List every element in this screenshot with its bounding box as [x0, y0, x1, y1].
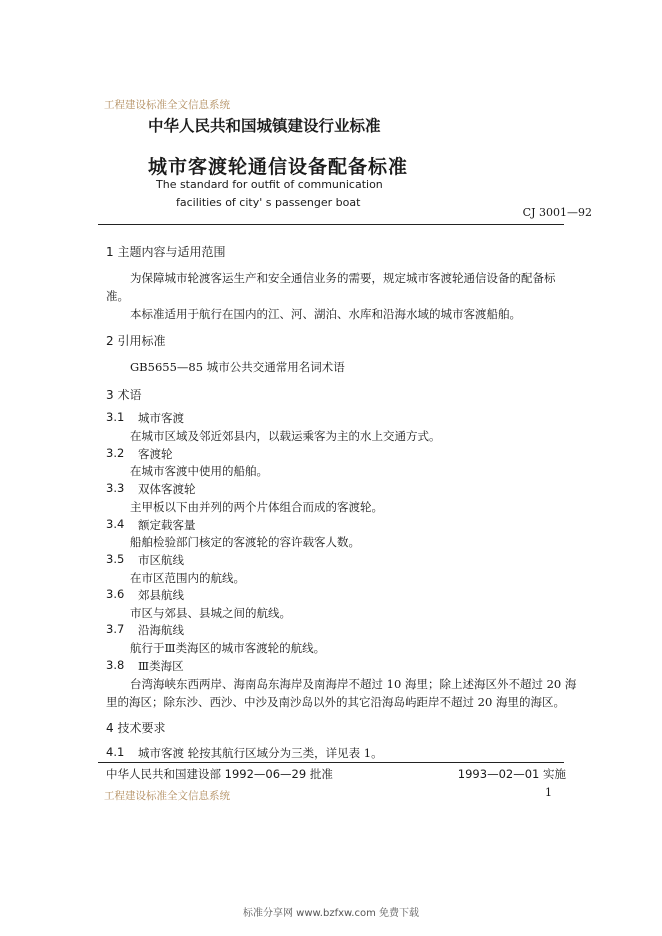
english-title-line1: The standard for outfit of communication: [156, 178, 383, 191]
page-number: 1: [545, 786, 552, 799]
section-2-heading: 2 引用标准: [106, 334, 166, 348]
term-number: 3.4: [106, 517, 125, 531]
section-1-paragraph-2: 本标准适用于航行在国内的江、河、湖泊、水库和沿海水域的城市客渡船舶。: [130, 307, 521, 321]
clause-number: 4.1: [106, 745, 125, 759]
term-definition: 在城市区域及邻近郊县内，以载运乘客为主的水上交通方式。: [130, 429, 441, 443]
term-name: 沿海航线: [138, 623, 184, 637]
approval-line: 中华人民共和国建设部 1992—06—29 批准: [106, 767, 333, 781]
term-definition: 在城市客渡中使用的船舶。: [130, 464, 268, 478]
term-name: 市区航线: [138, 553, 184, 567]
effective-date: 1993—02—01 实施: [457, 767, 566, 781]
term-name: 额定载客量: [138, 518, 196, 532]
term-definition: 在市区范围内的航线。: [130, 571, 245, 585]
section-4-heading: 4 技术要求: [106, 721, 166, 735]
standard-org: 中华人民共和国城镇建设行业标准: [148, 117, 381, 135]
section-3-heading: 3 术语: [106, 388, 142, 402]
term-definition-line1: 台湾海峡东西两岸、海南岛东海岸及南海岸不超过 10 海里；除上述海区外不超过 20 海: [130, 677, 577, 691]
term-definition-line2: 里的海区；除东沙、西沙、中沙及南沙岛以外的其它沿海岛屿距岸不超过 20 海里的海区。: [106, 695, 565, 709]
term-name: 双体客渡轮: [138, 482, 196, 496]
term-definition: 主甲板以下由并列的两个片体组合而成的客渡轮。: [130, 500, 383, 514]
term-name: 城市客渡: [138, 411, 184, 425]
watermark-top: 工程建设标准全文信息系统: [104, 99, 230, 111]
section-1-paragraph-1: 为保障城市轮渡客运生产和安全通信业务的需要，规定城市客渡轮通信设备的配备标准。: [106, 271, 556, 303]
term-definition: 航行于Ⅲ类海区的城市客渡轮的航线。: [130, 641, 326, 655]
term-definition: 船舶检验部门核定的客渡轮的容许载客人数。: [130, 535, 360, 549]
term-name: Ⅲ类海区: [138, 659, 184, 673]
term-number: 3.3: [106, 481, 125, 495]
standard-code: CJ 3001—92: [522, 206, 592, 219]
download-site-link[interactable]: 标准分享网 www.bzfxw.com 免费下载: [243, 908, 419, 919]
term-number: 3.8: [106, 658, 125, 672]
clause-text: 城市客渡 轮按其航行区域分为三类，详见表 1。: [138, 746, 383, 760]
footer-rule: [98, 762, 564, 763]
watermark-bottom: 工程建设标准全文信息系统: [104, 790, 230, 802]
term-name: 客渡轮: [138, 447, 173, 461]
term-number: 3.6: [106, 587, 125, 601]
section-1-heading: 1 主题内容与适用范围: [106, 245, 226, 259]
section-2-reference: GB5655—85 城市公共交通常用名词术语: [130, 360, 345, 374]
term-definition: 市区与郊县、县城之间的航线。: [130, 606, 291, 620]
term-number: 3.2: [106, 446, 125, 460]
term-number: 3.7: [106, 622, 125, 636]
term-number: 3.1: [106, 410, 125, 424]
page-title: 城市客渡轮通信设备配备标准: [148, 156, 409, 178]
header-rule: [98, 224, 564, 225]
term-number: 3.5: [106, 552, 125, 566]
term-name: 郊县航线: [138, 588, 184, 602]
english-title-line2: facilities of city' s passenger boat: [176, 196, 361, 209]
